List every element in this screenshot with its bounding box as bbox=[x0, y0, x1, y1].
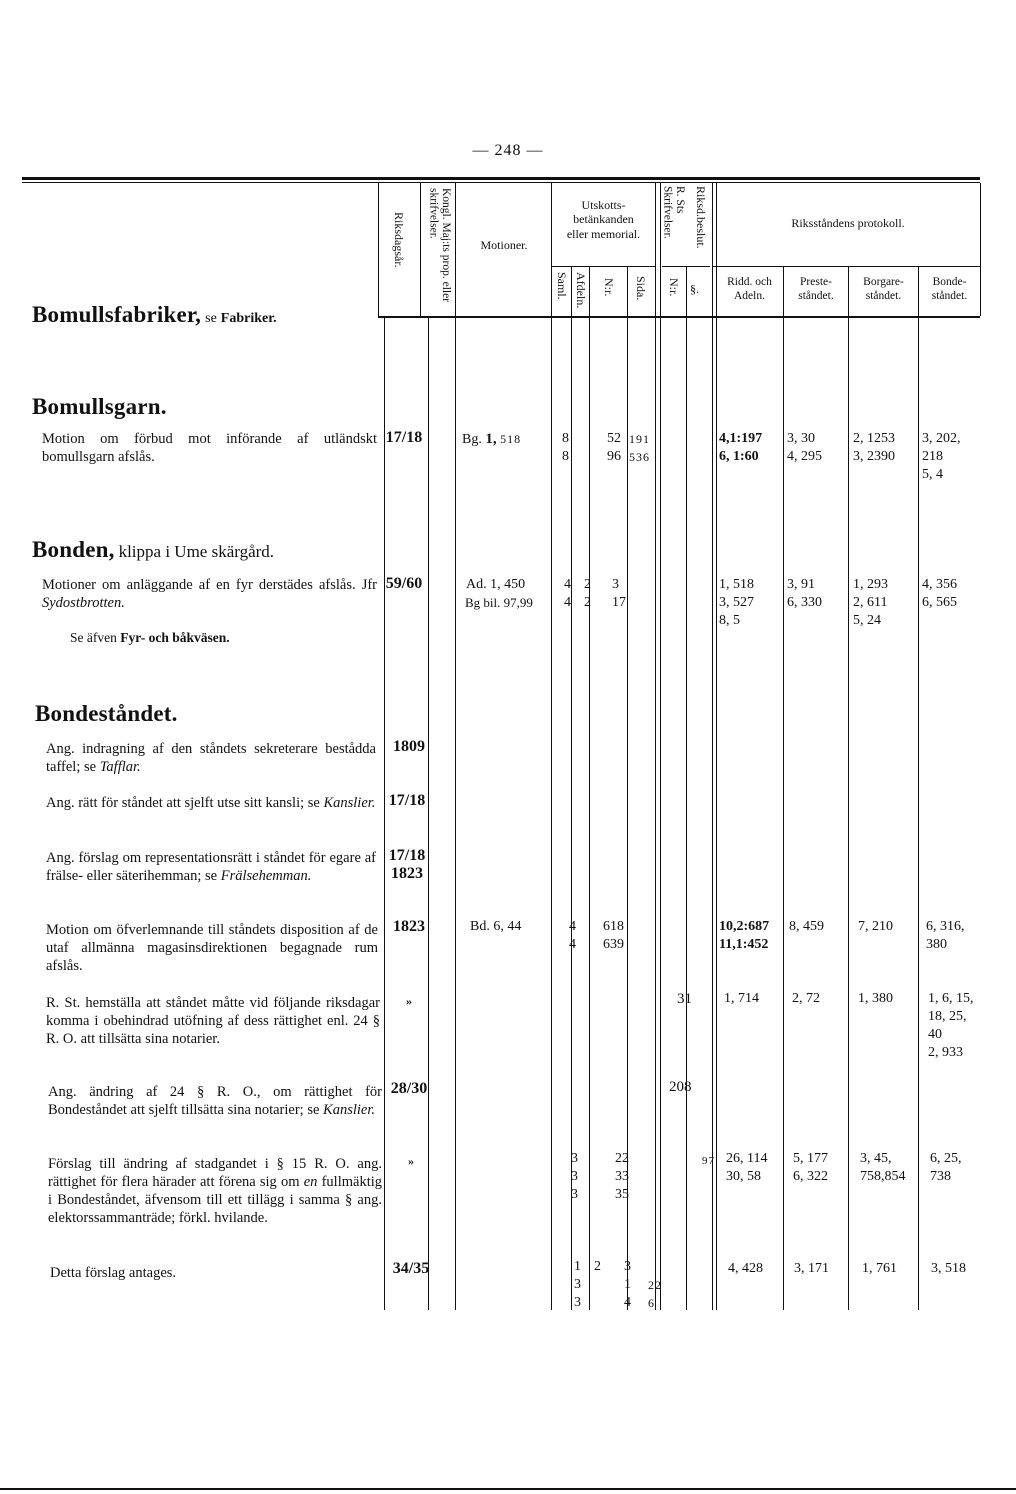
nr-r6: 618 639 bbox=[603, 919, 624, 952]
col-line-year-left bbox=[384, 316, 385, 1310]
borgare-r2: 1, 293 2, 611 5, 24 bbox=[853, 577, 888, 628]
header-sida: Sida. bbox=[634, 276, 649, 301]
motion-r1: Bg. 1, 518 bbox=[462, 431, 522, 447]
sida-r1: 191 536 bbox=[629, 432, 650, 464]
rsts-r8: 208 bbox=[669, 1079, 692, 1095]
ridd-r1: 4,1:197 6, 1:60 bbox=[719, 431, 763, 464]
nr-r2: 3 17 bbox=[612, 577, 626, 610]
year-r4: 17/18 bbox=[388, 792, 426, 809]
entry-r7: R. St. hemställa att ståndet måtte vid följande riksdagar komma i obehindrad utöfning af dess rättighet enl. 24 § R. O. att tillsätta sina notarier. bbox=[46, 995, 380, 1047]
nr-r9: 22 33 35 bbox=[615, 1151, 629, 1202]
ridd-r10: 4, 428 bbox=[728, 1261, 763, 1276]
header-rsts: R. Sts Skrifvelser. bbox=[661, 186, 686, 239]
col-line-preste bbox=[848, 266, 849, 1310]
top-rule bbox=[22, 177, 980, 180]
header-ridd: Ridd. och Adeln. bbox=[727, 276, 772, 302]
header-saml: Saml. bbox=[555, 272, 570, 300]
entry-r9: Förslag till ändring af stadgandet i § 15 R. O. ang. rättighet för flera härader att förena sig om en fullmäktig i Bondeståndet, äfvensom till ett tillägg i samma § ang. elektorssammanträde; förkl. hvilande. bbox=[48, 1156, 383, 1226]
borgare-r9: 3, 45, 758,854 bbox=[860, 1151, 906, 1184]
borgare-r6: 7, 210 bbox=[858, 919, 893, 934]
entry-r4: Ang. rätt för ståndet att sjelft utse sitt kansli; se Kanslier. bbox=[46, 795, 376, 811]
col-line-motioner bbox=[455, 183, 456, 1310]
header-riksd-beslut: Riksd.beslut. bbox=[694, 186, 709, 249]
bonde-r10: 3, 518 bbox=[931, 1261, 966, 1276]
see-label: se bbox=[205, 311, 217, 326]
entry-r3: Ang. indragning af den ståndets sekreterare bestådda taffel; se Tafflar. bbox=[46, 741, 376, 775]
col-line-sida bbox=[655, 183, 656, 1310]
year-r1: 17/18 bbox=[385, 429, 423, 446]
year-r9: » bbox=[408, 1154, 414, 1168]
year-r10: 34/35 bbox=[392, 1260, 430, 1277]
header-utskott: Utskotts- betänkanden eller memorial. bbox=[566, 198, 641, 241]
para-r9: 97 bbox=[702, 1155, 715, 1167]
motion-r2-b: Bg bil. 97,99 bbox=[465, 595, 533, 610]
header-motioner: Motioner. bbox=[480, 238, 528, 252]
bonde-r9: 6, 25, 738 bbox=[930, 1151, 962, 1184]
saml-r10: 1 3 3 bbox=[574, 1259, 581, 1310]
header-nr2: N:r. bbox=[667, 278, 682, 297]
entry-r5: Ang. förslag om representationsrätt i ståndet för egare af frälse- eller säterihemman; se Frälsehemman. bbox=[46, 850, 376, 884]
header-protokoll: Riksståndens protokoll. bbox=[791, 216, 905, 230]
bonde-r6: 6, 316, 380 bbox=[926, 919, 965, 952]
year-r3: 1809 bbox=[393, 738, 425, 755]
section-bonden bbox=[32, 537, 274, 563]
col-line-riksd2 bbox=[716, 183, 717, 1310]
col-line-kongl-header bbox=[420, 183, 421, 316]
utskott-subrule bbox=[551, 266, 655, 267]
afdeln-r10: 2 bbox=[594, 1259, 601, 1274]
year-r6: 1823 bbox=[393, 918, 425, 935]
section-bomullsgarn: Bomullsgarn. bbox=[32, 394, 167, 419]
borgare-r7: 1, 380 bbox=[858, 991, 893, 1006]
year-r2: 59/60 bbox=[385, 575, 423, 592]
see-ref: Fabriker. bbox=[220, 311, 277, 326]
entry-r8: Ang. ändring af 24 § R. O., om rättighet för Bondeståndet att sjelft tillsätta sina notarier; se Kanslier. bbox=[48, 1084, 382, 1118]
section-subtitle: klippa i Ume skärgård. bbox=[118, 542, 275, 561]
ridd-r6: 10,2:687 11,1:452 bbox=[719, 919, 770, 952]
section-bondestandet: Bondeståndet. bbox=[35, 701, 178, 726]
year-r8: 28/30 bbox=[390, 1080, 428, 1097]
saml-r9: 3 3 3 bbox=[571, 1151, 578, 1202]
rsts-r10: 22 6 bbox=[648, 1278, 662, 1310]
col-line-utskott bbox=[551, 183, 552, 1310]
year-r5: 17/18 1823 bbox=[388, 847, 426, 882]
entry-r10: Detta förslag antages. bbox=[50, 1265, 177, 1281]
motion-r6: Bd. 6, 44 bbox=[470, 919, 522, 934]
preste-r1: 3, 30 4, 295 bbox=[787, 431, 822, 464]
protokoll-subrule bbox=[712, 266, 980, 267]
entry-r6: Motion om öfverlemnande till ståndets disposition af de utaf allmänna magasinsdirektionen begagnade rum afslås. bbox=[46, 922, 378, 974]
col-line-rsts bbox=[686, 266, 687, 1310]
section-title: Bomullsfabriker, bbox=[32, 302, 202, 327]
preste-r9: 5, 177 6, 322 bbox=[793, 1151, 828, 1184]
header-preste: Preste-ståndet. bbox=[798, 276, 834, 302]
bonde-r7: 1, 6, 15, 18, 25, 40 2, 933 bbox=[928, 991, 974, 1060]
nr-r1: 52 96 bbox=[607, 431, 621, 464]
borgare-r1: 2, 1253 3, 2390 bbox=[853, 431, 895, 464]
header-para: §. bbox=[690, 282, 699, 296]
header-rule bbox=[378, 316, 980, 318]
header-kongl: Kongl. Maj:ts prop. eller skrifvelser. bbox=[427, 188, 452, 303]
preste-r7: 2, 72 bbox=[792, 991, 820, 1006]
saml-r6: 4 4 bbox=[569, 919, 576, 952]
saml-r1: 8 8 bbox=[562, 431, 569, 464]
entry-r1: Motion om förbud mot införande af utländskt bomullsgarn afslås. bbox=[42, 431, 377, 465]
top-rule-thin bbox=[22, 182, 980, 183]
col-line-right bbox=[980, 183, 981, 316]
nr-r10: 3 1 4 bbox=[624, 1259, 631, 1310]
afdeln-r2: 2 2 bbox=[584, 577, 591, 610]
col-line-sida2 bbox=[660, 183, 661, 1310]
ridd-r7: 1, 714 bbox=[724, 991, 759, 1006]
col-line-afdeln bbox=[589, 266, 590, 1310]
entry-r2: Motioner om anläggande af en fyr derstädes afslås. Jfr Sydostbrotten. bbox=[42, 577, 377, 611]
year-r7: » bbox=[406, 994, 412, 1008]
page-number: — 248 — bbox=[472, 142, 544, 159]
ridd-r2: 1, 518 3, 527 8, 5 bbox=[719, 577, 754, 628]
see-also-r2: Se äfven Fyr- och båkväsen. bbox=[70, 630, 230, 645]
bonde-r2: 4, 356 6, 565 bbox=[922, 577, 957, 610]
header-bonde: Bonde-ståndet. bbox=[931, 276, 968, 302]
bottom-rule bbox=[0, 1488, 1016, 1490]
rsts-r7: 31 bbox=[677, 991, 692, 1007]
col-line-borgare bbox=[918, 266, 919, 1310]
ridd-r9: 26, 114 30, 58 bbox=[726, 1151, 768, 1184]
col-line-ridd bbox=[783, 266, 784, 1310]
motion-r2-a: Ad. 1, 450 bbox=[466, 577, 526, 592]
header-borgare: Borgare-ståndet. bbox=[863, 276, 904, 302]
preste-r10: 3, 171 bbox=[794, 1261, 829, 1276]
col-line-riksd bbox=[712, 183, 713, 1310]
header-nr1: N:r. bbox=[602, 278, 617, 297]
col-line-left-header bbox=[378, 183, 379, 316]
section-title: Bonden, bbox=[32, 537, 115, 562]
borgare-r10: 1, 761 bbox=[862, 1261, 897, 1276]
preste-r6: 8, 459 bbox=[789, 919, 824, 934]
section-bomullsfabriker bbox=[32, 302, 277, 328]
bonde-r1: 3, 202, 218 5, 4 bbox=[922, 431, 961, 482]
saml-r2: 4 4 bbox=[564, 577, 571, 610]
preste-r2: 3, 91 6, 330 bbox=[787, 577, 822, 610]
header-riksdagsar: Riksdagsår. bbox=[392, 212, 407, 268]
header-afdeln: Afdeln. bbox=[574, 272, 589, 309]
